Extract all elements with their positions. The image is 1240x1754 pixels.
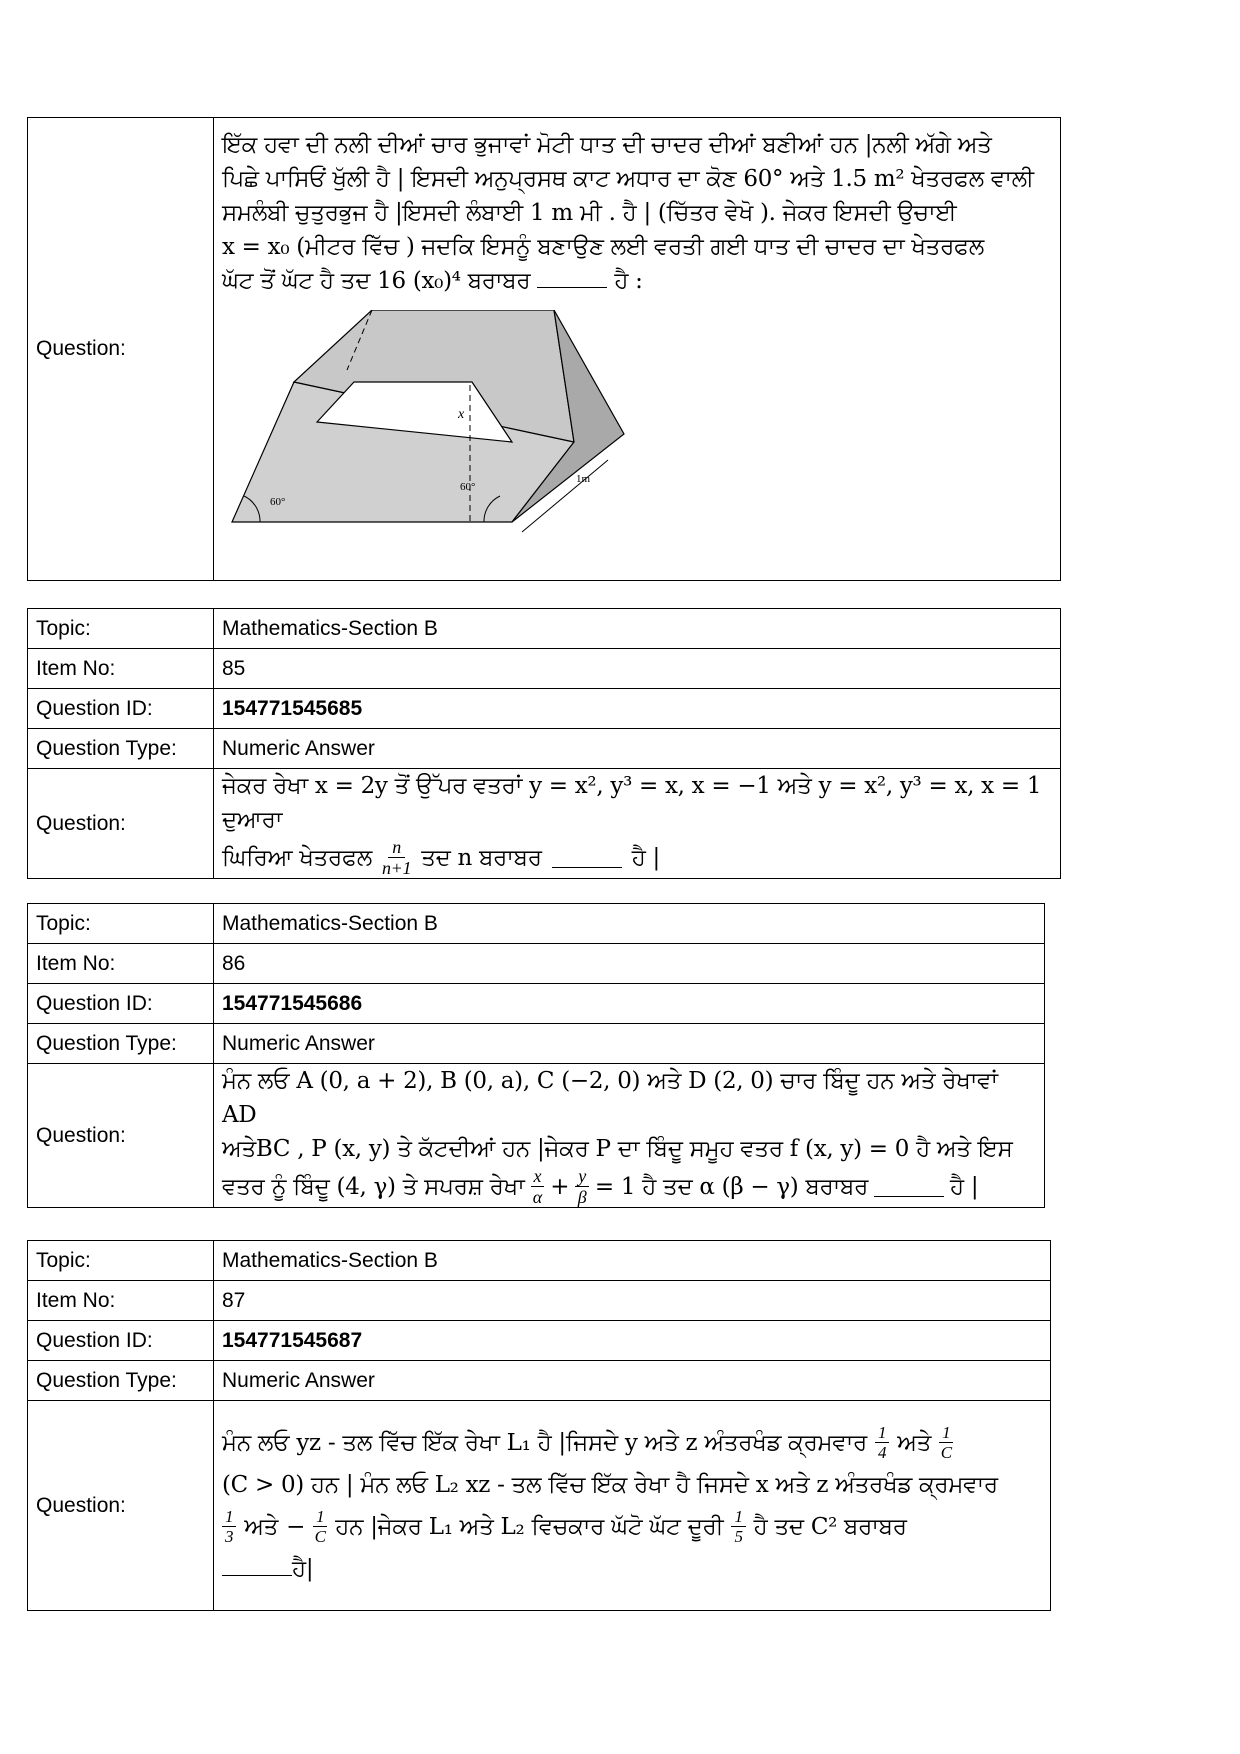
question-line: x = x₀ (ਮੀਟਰ ਵਿੱਚ ) ਜਦਕਿ ਇਸਨੂੰ ਬਣਾਉਣ ਲਈ ਵਰਤੀ ਗਈ ਧਾਤ ਦੀ ਚਾਦਰ ਦਾ ਖੇਤਰਫਲ — [222, 234, 985, 260]
fraction: n n+1 — [381, 837, 412, 878]
item-no-value: 86 — [214, 944, 1045, 984]
question-type-label: Question Type: — [28, 729, 214, 769]
topic-value: Mathematics-Section B — [214, 1241, 1051, 1281]
fraction: 1 3 — [222, 1507, 236, 1546]
fraction: $\frac{1}{C}$ — [314, 1507, 326, 1546]
item-no-label: Item No: — [28, 649, 214, 689]
question-id-label: Question ID: — [28, 689, 214, 729]
question-type-value: Numeric Answer — [214, 1361, 1051, 1401]
question-line: ਵਤਰ ਨੂੰ ਬਿੰਦੂ (4, γ) ਤੇ ਸਪਰਸ਼ ਰੇਖਾ x α + $\frac{y}{\beta}$ = 1 ਹੈ ਤਦ α (β − γ) ਬਰਾਬਰ ਹੈ | — [222, 1166, 979, 1207]
question-line: ਮੰਨ ਲਓ A (0, a + 2), B (0, a), C (−2, 0) ਅਤੇ D (2, 0) ਚਾਰ ਬਿੰਦੂ ਹਨ ਅਤੇ ਰੇਖਾਵਾਂ AD — [222, 1068, 998, 1128]
question-type-value: Numeric Answer — [214, 1024, 1045, 1064]
fraction: 1 C — [940, 1423, 952, 1462]
question-type-value: Numeric Answer — [214, 729, 1061, 769]
question-line: ਅਤੇBC , P (x, y) ਤੇ ਕੱਟਦੀਆਂ ਹਨ |ਜੇਕਰ P ਦਾ ਬਿੰਦੂ ਸਮੂਹ ਵਤਰ f (x, y) = 0 ਹੈ ਅਤੇ ਇਸ — [222, 1136, 1013, 1162]
angle-label-right: 60° — [460, 481, 476, 493]
item-no-label: Item No: — [28, 944, 214, 984]
question-table-85 — [27, 608, 1061, 879]
question-line: ਮੰਨ ਲਓ yz - ਤਲ ਵਿੱਚ ਇੱਕ ਰੇਖਾ L₁ ਹੈ |ਜਿਸਦੇ y ਅਤੇ z ਅੰਤਰਖੰਡ ਕ੍ਰਮਵਾਰ 1 4 ਅਤੇ 1 C — [222, 1423, 952, 1462]
question-text — [214, 769, 1061, 879]
question-line: ਘੱਟ ਤੋਂ ਘੱਟ ਹੈ ਤਦ 16 (x₀)⁴ ਬਰਾਬਰ ਹੈ : — [222, 268, 643, 294]
answer-blank — [552, 847, 622, 868]
question-id-label: Question ID: — [28, 1321, 214, 1361]
height-label: x — [458, 407, 465, 422]
question-label: Question: — [28, 1401, 214, 1611]
item-no-value: 85 — [214, 649, 1061, 689]
question-label: Question: — [28, 1064, 214, 1208]
question-cell — [214, 118, 1061, 581]
topic-label: Topic: — [28, 904, 214, 944]
question-type-label: Question Type: — [28, 1024, 214, 1064]
question-label: Question: — [28, 118, 214, 581]
question-label: Question: — [28, 769, 214, 879]
fraction: 1 5 — [731, 1507, 745, 1546]
answer-blank — [537, 267, 607, 288]
question-line: ਘਿਰਿਆ ਖੇਤਰਫਲ n n+1 ਤਦ n ਬਰਾਬਰ ਹੈ | — [222, 837, 660, 878]
question-id-value: 154771545685 — [214, 689, 1061, 729]
length-label: 1m — [576, 473, 591, 485]
question-line: ਜੇਕਰ ਰੇਖਾ x = 2y ਤੋਂ ਉੱਪਰ ਵਤਰਾਂ y = x², y³ = x, x = −1 ਅਤੇ y = x², y³ = x, x = 1 ਦੁਆਰਾ — [222, 773, 1042, 833]
duct-figure — [222, 310, 642, 540]
question-line: ਇੱਕ ਹਵਾ ਦੀ ਨਲੀ ਦੀਆਂ ਚਾਰ ਭੁਜਾਵਾਂ ਮੋਟੀ ਧਾਤ ਦੀ ਚਾਦਰ ਦੀਆਂ ਬਣੀਆਂ ਹਨ |ਨਲੀ ਅੱਗੇ ਅਤੇ — [222, 132, 992, 158]
angle-label-left: 60° — [270, 496, 286, 508]
question-text — [222, 128, 1052, 298]
topic-value: Mathematics-Section B — [214, 609, 1061, 649]
answer-blank — [874, 1176, 944, 1197]
item-no-value: 87 — [214, 1281, 1051, 1321]
topic-label: Topic: — [28, 1241, 214, 1281]
answer-blank — [222, 1555, 292, 1576]
question-id-value: 154771545686 — [214, 984, 1045, 1024]
question-line: ਪਿਛੇ ਪਾਸਿਓਂ ਖੁੱਲੀ ਹੈ | ਇਸਦੀ ਅਨੁਪ੍ਰਸਥ ਕਾਟ ਅਧਾਰ ਦਾ ਕੋਣ 60° ਅਤੇ 1.5 m² ਖੇਤਰਫਲ ਵਾਲੀ — [222, 166, 1034, 192]
fraction: x α — [531, 1166, 545, 1207]
question-id-label: Question ID: — [28, 984, 214, 1024]
question-line: ਹੈ| — [222, 1548, 1042, 1590]
question-id-value: 154771545687 — [214, 1321, 1051, 1361]
fraction: $\frac{y}{\beta}$ — [575, 1166, 589, 1207]
question-text — [214, 1064, 1045, 1208]
fraction: 1 4 — [875, 1423, 889, 1462]
question-line: (C > 0) ਹਨ | ਮੰਨ ਲਓ L₂ xz - ਤਲ ਵਿੱਚ ਇੱਕ ਰੇਖਾ ਹੈ ਜਿਸਦੇ x ਅਤੇ z ਅੰਤਰਖੰਡ ਕ੍ਰਮਵਾਰ — [222, 1471, 998, 1498]
question-type-label: Question Type: — [28, 1361, 214, 1401]
topic-value: Mathematics-Section B — [214, 904, 1045, 944]
question-table-86 — [27, 903, 1045, 1208]
question-table-87 — [27, 1240, 1051, 1611]
item-no-label: Item No: — [28, 1281, 214, 1321]
question-line: 1 3 ਅਤੇ − $\frac{1}{C}$ ਹਨ |ਜੇਕਰ L₁ ਅਤੇ L₂ ਵਿਚਕਾਰ ਘੱਟੋ ਘੱਟ ਦੂਰੀ 1 5 ਹੈ ਤਦ C² ਬਰਾਬਰ — [222, 1506, 1042, 1548]
question-table-84 — [27, 117, 1061, 581]
topic-label: Topic: — [28, 609, 214, 649]
question-line: ਸਮਲੰਬੀ ਚੁਤੁਰਭੁਜ ਹੈ |ਇਸਦੀ ਲੰਬਾਈ 1 m ਮੀ . ਹੈ | (ਚਿੱਤਰ ਵੇਖੋ ). ਜੇਕਰ ਇਸਦੀ ਉਚਾਈ — [222, 200, 957, 226]
question-text — [214, 1401, 1051, 1611]
